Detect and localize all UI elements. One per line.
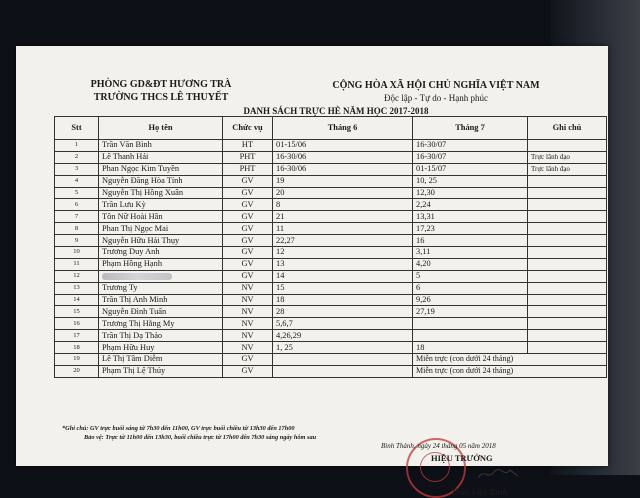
cell-name: Lê Thanh Hải — [99, 151, 223, 163]
school-name: TRƯỜNG THCS LÊ THUYẾT — [93, 92, 229, 103]
department-name: PHÒNG GD&ĐT HƯƠNG TRÀ — [90, 79, 232, 90]
cell-position: GV — [223, 187, 273, 199]
table-row — [55, 187, 607, 199]
cell-name: Trần Lưu Kỳ — [99, 199, 223, 211]
redacted-name — [102, 273, 172, 280]
cell-exempt: Miễn trực (con dưới 24 tháng) — [413, 354, 607, 366]
cell-stt: 19 — [55, 354, 99, 366]
table-row — [55, 294, 607, 306]
cell-june: 16-30/06 — [273, 151, 413, 163]
table-row — [55, 306, 607, 318]
cell-june: 28 — [273, 306, 413, 318]
place-date: Bình Thành, ngày 24 tháng 05 năm 2018 — [381, 442, 496, 450]
table-row — [55, 211, 607, 223]
cell-june: 01-15/06 — [273, 140, 413, 152]
table-row — [55, 247, 607, 259]
cell-july: 3,11 — [413, 247, 528, 259]
cell-position: GV — [223, 235, 273, 247]
col-header-name: Họ tên — [99, 117, 223, 140]
country-name: CỘNG HÒA XÃ HỘI CHỦ NGHĨA VIỆT NAM — [332, 80, 540, 91]
cell-note: Trực lãnh đạo — [528, 151, 607, 163]
cell-name: Nguyễn Hữu Hải Thụy — [99, 235, 223, 247]
cell-july — [413, 330, 528, 342]
cell-july: 6 — [413, 282, 528, 294]
cell-note — [528, 282, 607, 294]
cell-stt: 6 — [55, 199, 99, 211]
col-header-position: Chức vụ — [223, 117, 273, 140]
cell-position: GV — [223, 175, 273, 187]
cell-june: 8 — [273, 199, 413, 211]
table-row — [55, 342, 607, 354]
col-header-june: Tháng 6 — [273, 117, 413, 140]
cell-position: GV — [223, 365, 273, 377]
cell-position: NV — [223, 306, 273, 318]
cell-name — [99, 270, 223, 282]
cell-stt: 20 — [55, 365, 99, 377]
cell-stt: 5 — [55, 187, 99, 199]
cell-position: GV — [223, 223, 273, 235]
cell-july: 2,24 — [413, 199, 528, 211]
cell-name: Nguyễn Đình Tuấn — [99, 306, 223, 318]
cell-stt: 12 — [55, 270, 99, 282]
footnote-line-2: Bảo vệ: Trực từ 11h00 đến 13h30, buổi chiều trực từ 17h00 đến 7h30 sáng ngày hôm sau — [84, 434, 317, 441]
table-header-row — [55, 117, 607, 140]
table-row — [55, 365, 607, 377]
cell-june — [273, 354, 413, 366]
cell-position: NV — [223, 318, 273, 330]
table-row — [55, 175, 607, 187]
table-row — [55, 258, 607, 270]
cell-june: 22,27 — [273, 235, 413, 247]
cell-july: 18 — [413, 342, 528, 354]
cell-june: 16-30/06 — [273, 163, 413, 175]
table-row — [55, 223, 607, 235]
cell-july — [413, 318, 528, 330]
cell-name: Trương Ty — [99, 282, 223, 294]
footnote-line-1: : GV trực buổi sáng từ 7h30 đến 11h00, GV trực buổi chiều từ 13h30 đến 17h00 — [86, 425, 295, 432]
table-body — [55, 140, 607, 378]
cell-june — [273, 365, 413, 377]
cell-exempt: Miễn trực (con dưới 24 tháng) — [413, 365, 607, 377]
cell-june: 15 — [273, 282, 413, 294]
cell-position: GV — [223, 211, 273, 223]
cell-position: HT — [223, 140, 273, 152]
col-header-july: Tháng 7 — [413, 117, 528, 140]
cell-name: Trương Thị Hằng My — [99, 318, 223, 330]
cell-stt: 16 — [55, 318, 99, 330]
table-row — [55, 318, 607, 330]
cell-june: 13 — [273, 258, 413, 270]
cell-stt: 9 — [55, 235, 99, 247]
cell-position: GV — [223, 354, 273, 366]
cell-june: 21 — [273, 211, 413, 223]
cell-june: 19 — [273, 175, 413, 187]
cell-stt: 4 — [55, 175, 99, 187]
cell-name: Trần Thị Dạ Thảo — [99, 330, 223, 342]
cell-june: 18 — [273, 294, 413, 306]
cell-july: 10, 25 — [413, 175, 528, 187]
cell-july: 12,30 — [413, 187, 528, 199]
cell-name: Lê Thị Tâm Diễm — [99, 354, 223, 366]
footnote-label: *Ghi chú — [62, 425, 87, 432]
signer-title: HIỆU TRƯỞNG — [431, 453, 493, 463]
cell-position: NV — [223, 342, 273, 354]
cell-note — [528, 258, 607, 270]
cell-name: Nguyễn Đăng Hòa Tính — [99, 175, 223, 187]
cell-note — [528, 247, 607, 259]
cell-july: 01-15/07 — [413, 163, 528, 175]
cell-name: Phan Thị Ngọc Mai — [99, 223, 223, 235]
cell-position: PHT — [223, 163, 273, 175]
cell-name: Phạm Thị Lệ Thủy — [99, 365, 223, 377]
table-row — [55, 163, 607, 175]
cell-note — [528, 223, 607, 235]
cell-position: PHT — [223, 151, 273, 163]
cell-name: Nguyễn Thị Hồng Xuân — [99, 187, 223, 199]
cell-name: Tôn Nữ Hoài Hân — [99, 211, 223, 223]
cell-name: Phạm Hữu Huy — [99, 342, 223, 354]
cell-july: 27,19 — [413, 306, 528, 318]
national-motto: Độc lập - Tự do - Hạnh phúc — [384, 93, 488, 103]
cell-note — [528, 330, 607, 342]
footnote — [62, 424, 316, 442]
cell-position: GV — [223, 199, 273, 211]
signer-name: Trần Văn Bình — [451, 487, 508, 497]
table-row — [55, 199, 607, 211]
cell-july: 16-30/07 — [413, 151, 528, 163]
col-header-stt: Stt — [55, 117, 99, 140]
cell-stt: 17 — [55, 330, 99, 342]
duty-roster-table — [54, 116, 607, 378]
cell-june: 5,6,7 — [273, 318, 413, 330]
cell-july: 13,31 — [413, 211, 528, 223]
cell-note — [528, 270, 607, 282]
cell-note: Trực lãnh đạo — [528, 163, 607, 175]
cell-june: 1, 25 — [273, 342, 413, 354]
cell-position: GV — [223, 270, 273, 282]
cell-note — [528, 235, 607, 247]
handwritten-signature-icon — [476, 466, 520, 482]
table-row — [55, 354, 607, 366]
cell-july: 9,26 — [413, 294, 528, 306]
cell-stt: 3 — [55, 163, 99, 175]
cell-position: NV — [223, 330, 273, 342]
cell-note — [528, 342, 607, 354]
col-header-note: Ghi chú — [528, 117, 607, 140]
cell-stt: 1 — [55, 140, 99, 152]
cell-position: NV — [223, 294, 273, 306]
cell-note — [528, 294, 607, 306]
cell-name: Trần Văn Bình — [99, 140, 223, 152]
cell-note — [528, 318, 607, 330]
cell-july: 17,23 — [413, 223, 528, 235]
cell-note — [528, 199, 607, 211]
cell-note — [528, 140, 607, 152]
cell-stt: 8 — [55, 223, 99, 235]
cell-position: GV — [223, 247, 273, 259]
table-row — [55, 140, 607, 152]
document-sheet — [16, 46, 608, 497]
cell-stt: 14 — [55, 294, 99, 306]
table-row — [55, 151, 607, 163]
cell-note — [528, 175, 607, 187]
cell-position: GV — [223, 258, 273, 270]
cell-note — [528, 306, 607, 318]
national-header — [286, 80, 586, 104]
table-row — [55, 270, 607, 282]
cell-position: NV — [223, 282, 273, 294]
document-title: DANH SÁCH TRỰC HÈ NĂM HỌC 2017-2018 — [243, 106, 429, 116]
cell-july: 4,20 — [413, 258, 528, 270]
cell-stt: 13 — [55, 282, 99, 294]
cell-june: 12 — [273, 247, 413, 259]
cell-june: 20 — [273, 187, 413, 199]
cell-june: 14 — [273, 270, 413, 282]
cell-note — [528, 211, 607, 223]
cell-june: 11 — [273, 223, 413, 235]
cell-name: Phan Ngọc Kim Tuyền — [99, 163, 223, 175]
table-row — [55, 282, 607, 294]
table-row — [55, 330, 607, 342]
cell-july: 16 — [413, 235, 528, 247]
cell-july: 16-30/07 — [413, 140, 528, 152]
cell-name: Phạm Hồng Hạnh — [99, 258, 223, 270]
cell-stt: 11 — [55, 258, 99, 270]
cell-stt: 15 — [55, 306, 99, 318]
cell-note — [528, 187, 607, 199]
school-header — [76, 78, 246, 104]
cell-june: 4,26,29 — [273, 330, 413, 342]
cell-stt: 18 — [55, 342, 99, 354]
cell-stt: 7 — [55, 211, 99, 223]
table-row — [55, 235, 607, 247]
cell-stt: 10 — [55, 247, 99, 259]
cell-name: Trương Duy Anh — [99, 247, 223, 259]
cell-stt: 2 — [55, 151, 99, 163]
cell-name: Trần Thị Anh Minh — [99, 294, 223, 306]
cell-july: 5 — [413, 270, 528, 282]
